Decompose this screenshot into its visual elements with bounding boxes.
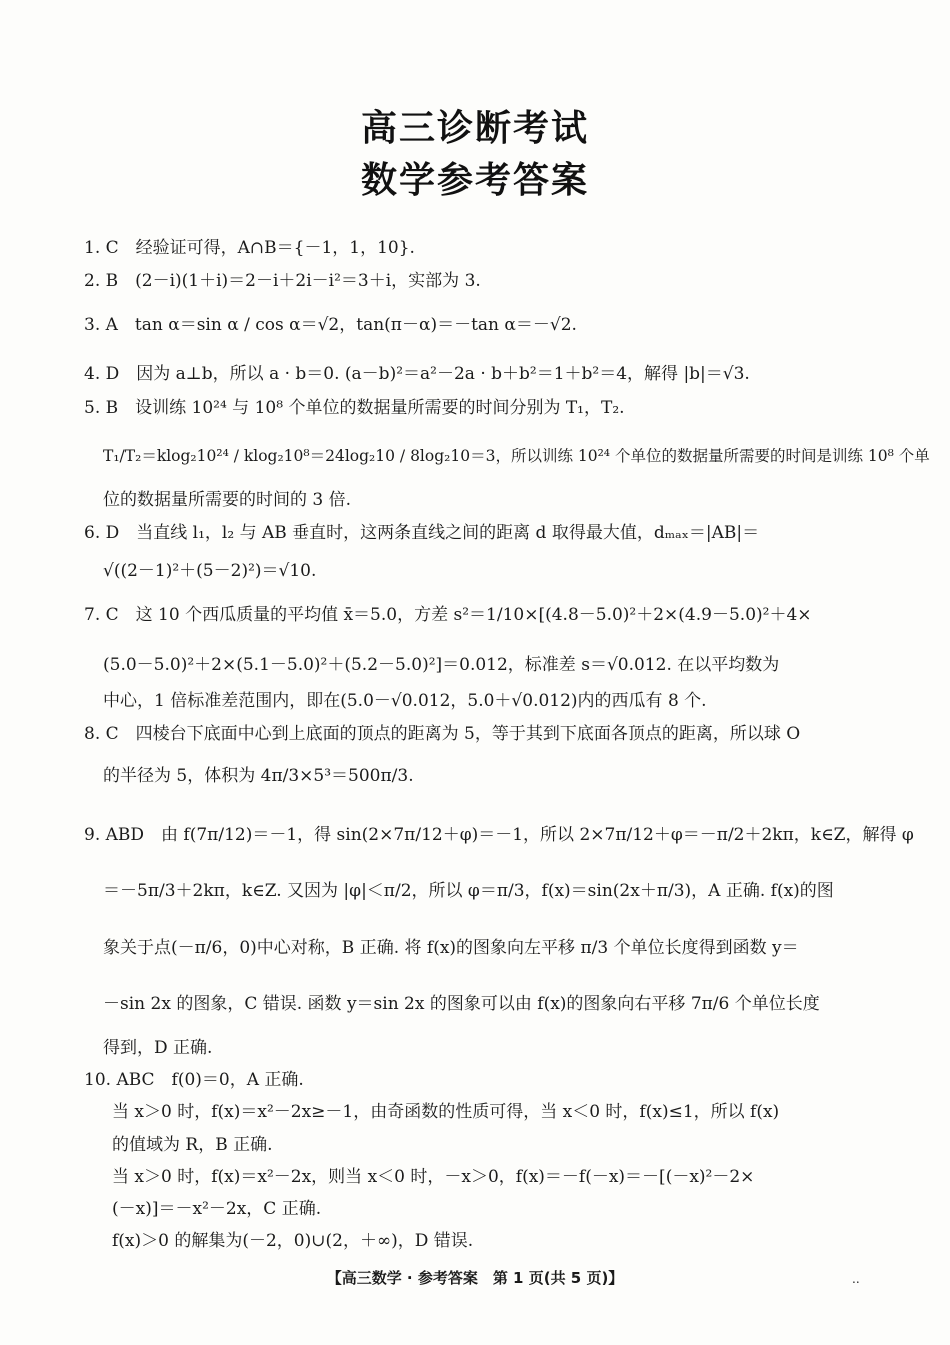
- page-subtitle: 数学参考答案: [360, 160, 589, 201]
- answer-line: T₁/T₂＝klog₂10²⁴ / klog₂10⁸＝24log₂10 / 8log₂10＝3，所以训练 10²⁴ 个单位的数据量所需要的时间是训练 10⁸ 个单: [103, 447, 930, 465]
- page-title: 高三诊断考试: [360, 108, 589, 149]
- answer-line: √((2－1)²＋(5－2)²)＝√10.: [103, 561, 317, 581]
- answer-line: 1. C 经验证可得，A∩B＝{－1，1，10}.: [84, 238, 415, 258]
- answer-line: 位的数据量所需要的时间的 3 倍.: [103, 490, 352, 510]
- answer-line: (－x)]＝－x²－2x，C 正确.: [112, 1199, 322, 1219]
- answer-line: 2. B (2－i)(1＋i)＝2－i＋2i－i²＝3＋i，实部为 3.: [84, 271, 481, 291]
- answer-line: ＝－5π/3＋2kπ，k∈Z. 又因为 |φ|＜π/2，所以 φ＝π/3，f(x)＝sin(2x＋π/3)，A 正确. f(x)的图: [103, 881, 834, 901]
- answer-line: 9. ABD 由 f(7π/12)＝－1，得 sin(2×7π/12＋φ)＝－1，所以 2×7π/12＋φ＝－π/2＋2kπ，k∈Z，解得 φ: [84, 825, 914, 845]
- answer-line: 7. C 这 10 个西瓜质量的平均值 x̄＝5.0，方差 s²＝1/10×[(4.8－5.0)²＋2×(4.9－5.0)²＋4×: [84, 605, 812, 625]
- footer-dots: ..: [852, 1272, 860, 1286]
- answer-line: 当 x＞0 时，f(x)＝x²－2x≥－1，由奇函数的性质可得，当 x＜0 时，f(x)≤1，所以 f(x): [112, 1102, 780, 1122]
- answer-line: f(x)＞0 的解集为(－2，0)∪(2，＋∞)，D 错误.: [112, 1231, 474, 1251]
- answer-line: －sin 2x 的图象，C 错误. 函数 y＝sin 2x 的图象可以由 f(x)的图象向右平移 7π/6 个单位长度: [103, 994, 820, 1014]
- answer-line: (5.0－5.0)²＋2×(5.1－5.0)²＋(5.2－5.0)²]＝0.012，标准差 s＝√0.012. 在以平均数为: [103, 655, 780, 675]
- answer-line: 8. C 四棱台下底面中心到上底面的顶点的距离为 5，等于其到下底面各顶点的距离，所以球 O: [84, 724, 801, 744]
- answer-line: 中心，1 倍标准差范围内，即在(5.0－√0.012，5.0＋√0.012)内的西瓜有 8 个.: [103, 691, 707, 711]
- answer-line: 4. D 因为 a⊥b，所以 a · b＝0. (a－b)²＝a²－2a · b＋b²＝1＋b²＝4，解得 |b|＝√3.: [84, 364, 750, 384]
- page-footer: 【高三数学 · 参考答案 第 1 页(共 5 页)】: [326, 1269, 624, 1287]
- answer-line: 象关于点(－π/6，0)中心对称，B 正确. 将 f(x)的图象向左平移 π/3 个单位长度得到函数 y＝: [103, 938, 799, 958]
- answer-line: 10. ABC f(0)＝0，A 正确.: [84, 1070, 304, 1090]
- answer-line: 6. D 当直线 l₁，l₂ 与 AB 垂直时，这两条直线之间的距离 d 取得最大值，dₘₐₓ＝|AB|＝: [84, 523, 760, 543]
- answer-line: 得到，D 正确.: [103, 1038, 213, 1058]
- answer-line: 当 x＞0 时，f(x)＝x²－2x，则当 x＜0 时，－x＞0，f(x)＝－f(－x)＝－[(－x)²－2×: [112, 1167, 755, 1187]
- answer-line: 5. B 设训练 10²⁴ 与 10⁸ 个单位的数据量所需要的时间分别为 T₁，T₂.: [84, 398, 625, 418]
- answer-line: 的半径为 5，体积为 4π/3×5³＝500π/3.: [103, 766, 414, 786]
- answer-line: 的值域为 R，B 正确.: [112, 1135, 273, 1155]
- answer-line: 3. A tan α＝sin α / cos α＝√2，tan(π－α)＝－tan α＝－√2.: [84, 315, 577, 335]
